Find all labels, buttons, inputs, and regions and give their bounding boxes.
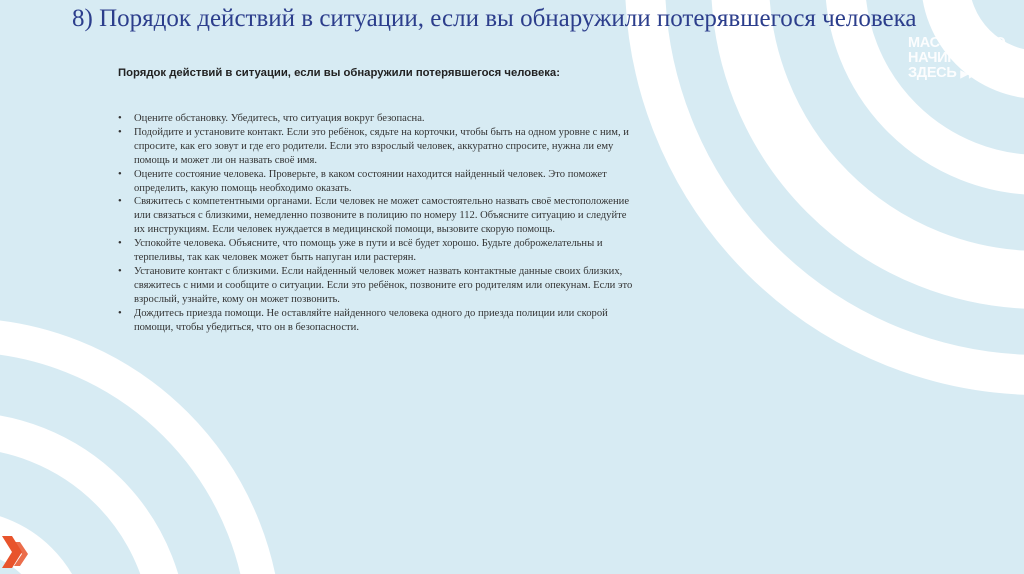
slide-title: 8) Порядок действий в ситуации, если вы обнаружили потерявшегося человека	[72, 5, 917, 32]
content-heading: Порядок действий в ситуации, если вы обнаружили потерявшегося человека:	[118, 67, 560, 79]
list-item: • Успокойте человека. Объясните, что помощь уже в пути и всё будет хорошо. Будьте доброжелательны и терпеливы, так как человек может быть напуган или растерян.	[118, 237, 638, 265]
logo-line-2: НАЧИНАЕТСЯ	[908, 50, 1006, 66]
list-item: • Оцените состояние человека. Проверьте, в каком состоянии находится найденный человек. Это поможет определить, какую помощь необходимо оказать.	[118, 168, 638, 196]
list-item: • Оцените обстановку. Убедитесь, что ситуация вокруг безопасна.	[118, 112, 638, 126]
list-item: • Дождитесь приезда помощи. Не оставляйте найденного человека одного до приезда полиции или скорой помощи, чтобы убедиться, что он в безопасности.	[118, 307, 638, 335]
logo-arrows-icon: ▶▶▶▶	[960, 69, 996, 80]
list-item: • Подойдите и установите контакт. Если это ребёнок, сядьте на корточки, чтобы быть на одном уровне с ним, и спросите, как его зовут и где его родители. Если это взрослый человек, аккуратно спросите, нужна ли ему помощь и может ли он назвать своё имя.	[118, 126, 638, 168]
logo-word: ЗДЕСЬ	[908, 65, 957, 81]
chevron-right-icon	[0, 534, 40, 574]
steps-list	[118, 112, 638, 335]
logo-line-3	[908, 66, 1006, 82]
logo-line-1: МАСТЕРСТВО	[908, 35, 1006, 51]
content-block	[118, 66, 638, 335]
list-item: • Установите контакт с близкими. Если найденный человек может назвать контактные данные своих близких, свяжитесь с ними и сообщите о ситуации. Если это ребёнок, позвоните его родителям или опекунам. Если это взрослый, узнайте, кому он может позвонить.	[118, 265, 638, 307]
brand-logo	[908, 36, 1006, 82]
list-item: • Свяжитесь с компетентными органами. Если человек не может самостоятельно назвать своё местоположение или связаться с близкими, немедленно позвоните в полицию по номеру 112. Объясните ситуацию и следуйте их инструкциям. Если человек нуждается в медицинской помощи, вызовите скорую помощь.	[118, 195, 638, 237]
